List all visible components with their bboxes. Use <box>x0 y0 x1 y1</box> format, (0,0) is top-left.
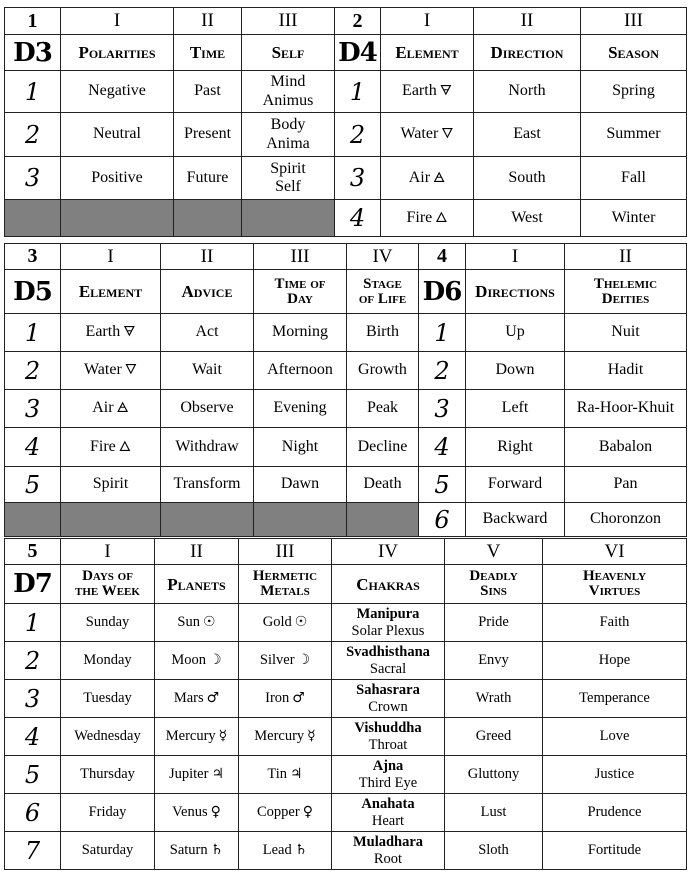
d5-header-element: Element <box>61 270 161 314</box>
d7-row-num: 4 <box>5 718 61 756</box>
d3-col-roman-3: III <box>242 8 335 35</box>
d6-header-thelemic-deities <box>565 270 687 314</box>
d6-col-roman-1: I <box>466 244 565 270</box>
d7-planet-name: Moon <box>171 652 207 669</box>
d3-header-self: Self <box>242 35 335 71</box>
d7-planet <box>155 604 239 642</box>
d7-row-num: 5 <box>5 756 61 794</box>
tin-icon: ♃ <box>290 766 303 783</box>
d7-metal <box>239 680 332 718</box>
d3-label: D3 <box>5 35 61 71</box>
d6-direction: Down <box>466 352 565 390</box>
filler-cell <box>5 503 61 537</box>
d5-stage-of-life: Peak <box>347 390 419 428</box>
filler-cell <box>161 503 254 537</box>
air-icon: 🜁 <box>433 169 446 186</box>
d6-direction: Forward <box>466 467 565 503</box>
d4-row-num: 3 <box>335 157 381 200</box>
d7-row-num: 1 <box>5 604 61 642</box>
d7-day: Monday <box>61 642 155 680</box>
d7-header-planets: Planets <box>155 565 239 604</box>
d7-planet-name: Mercury <box>165 728 216 745</box>
d4-direction: South <box>474 157 581 200</box>
d4-col-roman-2: II <box>474 8 581 35</box>
d3-header-polarities: Polarities <box>61 35 174 71</box>
d6-label: D6 <box>419 270 466 314</box>
d7-metal <box>239 642 332 680</box>
d3-time: Present <box>174 113 242 157</box>
d5-index: 3 <box>5 244 61 270</box>
d4-label: D4 <box>335 35 381 71</box>
d7-day: Saturday <box>61 832 155 870</box>
d5-header-time-line1: Time of <box>274 275 326 292</box>
d5-col-roman-2: II <box>161 244 254 270</box>
d7-chakra <box>332 832 445 870</box>
earth-icon: 🜃 <box>123 324 136 341</box>
d7-sin: Greed <box>445 718 543 756</box>
d3-col-roman-1: I <box>61 8 174 35</box>
d3-row-num: 3 <box>5 157 61 200</box>
d5-time-of-day: Afternoon <box>254 352 347 390</box>
d5-label: D5 <box>5 270 61 314</box>
d7-planet <box>155 756 239 794</box>
d4-direction: North <box>474 71 581 113</box>
d5-advice: Transform <box>161 467 254 503</box>
d7-header-chakras: Chakras <box>332 565 445 604</box>
water-icon: 🜄 <box>124 362 138 379</box>
d7-chakra-english: Throat <box>368 736 408 753</box>
d6-row-num: 5 <box>419 467 466 503</box>
d7-virtue: Love <box>543 718 687 756</box>
d4-element-name: Earth <box>402 82 437 100</box>
d7-chakra-name: Sahasrara <box>356 681 420 698</box>
lead-icon: ♄ <box>294 842 308 859</box>
d7-row-num: 7 <box>5 832 61 870</box>
d6-direction: Left <box>466 390 565 428</box>
d5-time-of-day: Morning <box>254 314 347 352</box>
d7-label: D7 <box>5 565 61 604</box>
d7-col-roman-1: I <box>61 539 155 565</box>
d7-chakra-name: Manipura <box>356 605 420 622</box>
d3-self-line2: Animus <box>262 91 314 109</box>
d7-planet-name: Mars <box>173 690 204 707</box>
d7-chakra-name: Muladhara <box>352 833 424 850</box>
d6-header-deities-line1: Thelemic <box>593 275 658 292</box>
jupiter-icon: ♃ <box>211 766 225 783</box>
d4-row-num: 2 <box>335 113 381 157</box>
d7-chakra-english: Crown <box>368 698 408 715</box>
d7-day: Thursday <box>61 756 155 794</box>
d7-header-virtues-line1: Heavenly <box>582 568 647 584</box>
d4-element-name: Air <box>408 168 431 186</box>
table-d3-d4 <box>4 7 687 237</box>
d7-col-roman-5: V <box>445 539 543 565</box>
d3-polarity: Negative <box>61 71 174 113</box>
d5-row-num: 2 <box>5 352 61 390</box>
table-d5-d6 <box>4 243 687 537</box>
d6-deity: Pan <box>565 467 687 503</box>
d4-direction: West <box>474 200 581 237</box>
d7-header-metals <box>239 565 332 604</box>
d6-row-num: 4 <box>419 428 466 467</box>
d7-metal-name: Copper <box>257 804 300 821</box>
d7-header-sins-line2: Sins <box>480 583 507 599</box>
d6-index: 4 <box>419 244 466 270</box>
d7-day: Sunday <box>61 604 155 642</box>
filler-cell <box>61 200 174 237</box>
d5-col-roman-3: III <box>254 244 347 270</box>
d7-chakra-english: Third Eye <box>358 774 418 791</box>
d5-advice: Act <box>161 314 254 352</box>
d5-header-stage-of-life <box>347 270 419 314</box>
d7-row-num: 6 <box>5 794 61 832</box>
d4-header-element: Element <box>381 35 474 71</box>
d5-element-name: Air <box>92 399 114 417</box>
d5-row-num: 4 <box>5 428 61 467</box>
d5-stage-of-life: Death <box>347 467 419 503</box>
d7-chakra-english: Solar Plexus <box>351 622 425 639</box>
d5-header-time-of-day <box>254 270 347 314</box>
filler-cell <box>174 200 242 237</box>
d3-self-line2: Self <box>275 178 301 195</box>
d7-day: Tuesday <box>61 680 155 718</box>
d4-season: Summer <box>581 113 687 157</box>
d7-chakra-name: Svadhisthana <box>346 643 430 660</box>
d7-virtue: Fortitude <box>543 832 687 870</box>
d7-planet <box>155 642 239 680</box>
saturn-icon: ♄ <box>210 842 224 859</box>
d3-self <box>242 71 335 113</box>
d7-metal <box>239 718 332 756</box>
d7-sin: Sloth <box>445 832 543 870</box>
d4-element <box>381 157 474 200</box>
silver-icon: ☽ <box>297 652 311 669</box>
mercury-icon: ☿ <box>307 728 316 745</box>
air-icon: 🜁 <box>116 400 129 417</box>
d3-self <box>242 157 335 200</box>
d7-row-num: 2 <box>5 642 61 680</box>
d6-direction: Up <box>466 314 565 352</box>
d4-element <box>381 71 474 113</box>
filler-cell <box>242 200 335 237</box>
d3-time: Future <box>174 157 242 200</box>
earth-icon: 🜃 <box>439 83 452 100</box>
d7-header-virtues-line2: Virtues <box>588 583 641 599</box>
d5-row-num: 1 <box>5 314 61 352</box>
d5-element: Spirit <box>61 467 161 503</box>
d7-header-metals-line1: Hermetic <box>252 568 318 584</box>
d7-header-metals-line2: Metals <box>260 583 310 599</box>
sun-icon: ☉ <box>203 614 216 631</box>
d7-row-num: 3 <box>5 680 61 718</box>
d4-col-roman-3: III <box>581 8 687 35</box>
d7-chakra <box>332 680 445 718</box>
d4-season: Spring <box>581 71 687 113</box>
d5-time-of-day: Dawn <box>254 467 347 503</box>
water-icon: 🜄 <box>441 126 454 143</box>
iron-icon: ♂ <box>292 690 305 707</box>
d6-deity: Nuit <box>565 314 687 352</box>
mercury-icon: ☿ <box>218 728 228 745</box>
filler-cell <box>61 503 161 537</box>
filler-cell <box>254 503 347 537</box>
d7-metal-name: Gold <box>262 614 292 631</box>
d5-header-stage-line2: of Life <box>358 290 407 307</box>
d6-row-num: 6 <box>419 503 466 537</box>
d7-metal <box>239 604 332 642</box>
d6-header-directions: Directions <box>466 270 565 314</box>
d7-metal-name: Lead <box>262 842 292 859</box>
d7-virtue: Hope <box>543 642 687 680</box>
d7-sin: Pride <box>445 604 543 642</box>
d5-header-stage-line1: Stage <box>363 275 402 292</box>
d7-chakra-name: Vishuddha <box>354 719 422 736</box>
d6-deity: Hadit <box>565 352 687 390</box>
d5-time-of-day: Evening <box>254 390 347 428</box>
d3-self-line2: Anima <box>266 134 310 152</box>
d7-col-roman-2: II <box>155 539 239 565</box>
d4-season: Winter <box>581 200 687 237</box>
d3-polarity: Positive <box>61 157 174 200</box>
filler-cell <box>347 503 419 537</box>
d6-deity: Ra-Hoor-Khuit <box>565 390 687 428</box>
d4-row-num: 1 <box>335 71 381 113</box>
d4-element-name: Water <box>400 125 439 143</box>
d4-element <box>381 113 474 157</box>
d6-col-roman-2: II <box>565 244 687 270</box>
d3-self <box>242 113 335 157</box>
filler-cell <box>5 200 61 237</box>
d7-planet-name: Sun <box>177 614 200 631</box>
d7-sin: Gluttony <box>445 756 543 794</box>
d7-chakra-english: Sacral <box>369 660 407 677</box>
d7-col-roman-6: VI <box>543 539 687 565</box>
d7-chakra <box>332 756 445 794</box>
d3-row-num: 1 <box>5 71 61 113</box>
d7-metal-name: Iron <box>265 690 290 707</box>
d7-col-roman-4: IV <box>332 539 445 565</box>
d7-planet <box>155 718 239 756</box>
d7-planet <box>155 794 239 832</box>
d5-advice: Observe <box>161 390 254 428</box>
d7-planet-name: Venus <box>172 804 208 821</box>
d5-element <box>61 428 161 467</box>
d5-element-name: Water <box>83 361 122 379</box>
d7-chakra <box>332 794 445 832</box>
d7-virtue: Faith <box>543 604 687 642</box>
d3-self-line1: Mind <box>270 73 306 91</box>
d3-header-time: Time <box>174 35 242 71</box>
d7-header-days-line2: the Week <box>75 583 140 599</box>
d7-chakra <box>332 604 445 642</box>
d3-col-roman-2: II <box>174 8 242 35</box>
d7-planet-name: Saturn <box>169 842 208 859</box>
d7-metal-name: Tin <box>267 766 288 783</box>
d5-advice: Withdraw <box>161 428 254 467</box>
copper-icon: ♀ <box>302 804 313 821</box>
d7-planet <box>155 832 239 870</box>
d3-self-line1: Spirit <box>270 159 306 177</box>
d7-col-roman-3: III <box>239 539 332 565</box>
d3-polarity: Neutral <box>61 113 174 157</box>
d5-stage-of-life: Growth <box>347 352 419 390</box>
d6-direction: Right <box>466 428 565 467</box>
d5-element-name: Earth <box>85 323 121 341</box>
gold-icon: ☉ <box>294 614 308 631</box>
d4-direction: East <box>474 113 581 157</box>
d4-season: Fall <box>581 157 687 200</box>
d7-chakra-name: Ajna <box>372 757 404 774</box>
d7-virtue: Temperance <box>543 680 687 718</box>
moon-icon: ☽ <box>209 652 222 669</box>
d6-deity: Choronzon <box>565 503 687 537</box>
d6-direction: Backward <box>466 503 565 537</box>
d7-planet-name: Jupiter <box>168 766 209 783</box>
d7-virtue: Justice <box>543 756 687 794</box>
d7-chakra-english: Root <box>373 850 403 867</box>
d7-header-virtues <box>543 565 687 604</box>
table-d7 <box>4 538 687 870</box>
d6-header-deities-line2: Deities <box>601 290 650 307</box>
d3-self-line1: Body <box>270 116 306 134</box>
d7-virtue: Prudence <box>543 794 687 832</box>
d7-sin: Wrath <box>445 680 543 718</box>
fire-icon: 🜂 <box>435 209 448 226</box>
d5-header-time-line2: Day <box>287 290 313 307</box>
d7-metal <box>239 756 332 794</box>
d7-chakra-name: Anahata <box>361 795 415 812</box>
d7-day: Friday <box>61 794 155 832</box>
d4-header-direction: Direction <box>474 35 581 71</box>
d5-stage-of-life: Decline <box>347 428 419 467</box>
d7-header-sins-line1: Deadly <box>469 568 518 584</box>
d5-time-of-day: Night <box>254 428 347 467</box>
d5-row-num: 5 <box>5 467 61 503</box>
d6-row-num: 1 <box>419 314 466 352</box>
d7-header-days-line1: Days of <box>82 568 133 584</box>
d4-row-num: 4 <box>335 200 381 237</box>
d4-col-roman-1: I <box>381 8 474 35</box>
fire-icon: 🜂 <box>118 438 132 455</box>
d7-chakra-english: Heart <box>371 812 405 829</box>
d5-col-roman-4: IV <box>347 244 419 270</box>
d5-advice: Wait <box>161 352 254 390</box>
d3-row-num: 2 <box>5 113 61 157</box>
d7-sin: Lust <box>445 794 543 832</box>
d7-metal <box>239 832 332 870</box>
d7-metal-name: Silver <box>259 652 295 669</box>
d5-stage-of-life: Birth <box>347 314 419 352</box>
d5-header-advice: Advice <box>161 270 254 314</box>
d4-index: 2 <box>335 8 381 35</box>
d7-metal-name: Mercury <box>254 728 305 745</box>
d5-element <box>61 352 161 390</box>
d5-element <box>61 314 161 352</box>
d6-row-num: 2 <box>419 352 466 390</box>
d5-row-num: 3 <box>5 390 61 428</box>
d4-header-season: Season <box>581 35 687 71</box>
d7-chakra <box>332 718 445 756</box>
d5-element <box>61 390 161 428</box>
d7-metal <box>239 794 332 832</box>
d3-index: 1 <box>5 8 61 35</box>
d7-index: 5 <box>5 539 61 565</box>
d6-deity: Babalon <box>565 428 687 467</box>
d7-header-days <box>61 565 155 604</box>
venus-icon: ♀ <box>210 804 221 821</box>
d6-row-num: 3 <box>419 390 466 428</box>
mars-icon: ♂ <box>206 690 220 707</box>
d4-element <box>381 200 474 237</box>
d7-header-sins <box>445 565 543 604</box>
d7-planet <box>155 680 239 718</box>
d5-col-roman-1: I <box>61 244 161 270</box>
d7-chakra <box>332 642 445 680</box>
d7-day: Wednesday <box>61 718 155 756</box>
d4-element-name: Fire <box>406 208 433 226</box>
d7-sin: Envy <box>445 642 543 680</box>
d5-element-name: Fire <box>89 437 116 455</box>
d3-time: Past <box>174 71 242 113</box>
